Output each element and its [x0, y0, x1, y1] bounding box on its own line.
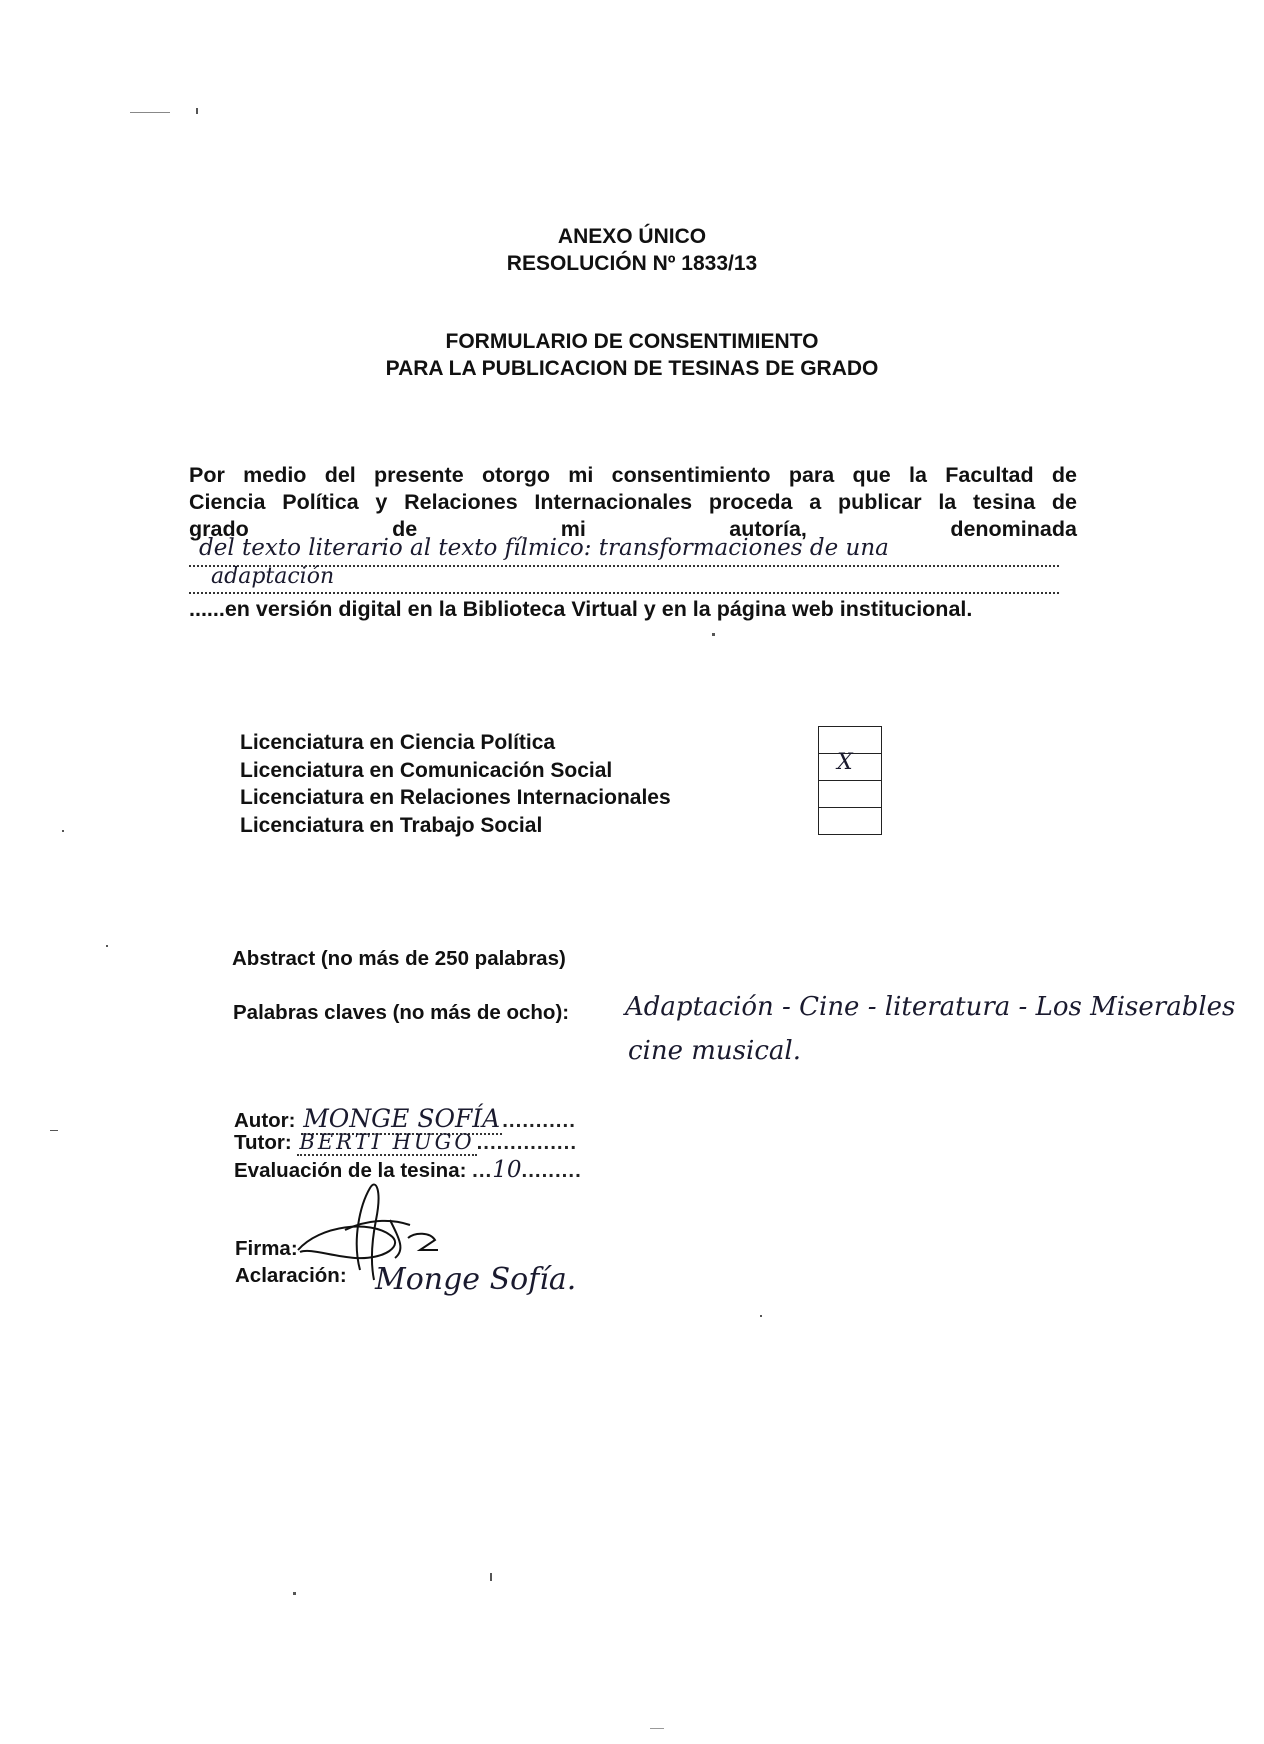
degree-list [240, 729, 671, 839]
scan-speck [650, 1728, 664, 1729]
degree-item: Licenciatura en Relaciones Internacionales [240, 786, 671, 809]
thesis-title-line-1 [189, 535, 1059, 567]
degree-item: Licenciatura en Trabajo Social [240, 813, 543, 837]
degree-checkbox-comunicacion[interactable] [819, 750, 881, 781]
keywords-value-2: cine musical. [628, 1036, 801, 1066]
clarification-handwritten: Monge Sofía. [375, 1262, 577, 1297]
scan-speck [712, 633, 715, 636]
tutor-field [234, 1130, 577, 1155]
consent-line-1: Por medio del presente otorgo mi consentimiento para que la Facultad de [189, 463, 1077, 487]
evaluation-dots: ... [472, 1159, 493, 1182]
degree-item: Licenciatura en Comunicación Social [240, 758, 613, 782]
scan-speck [62, 830, 64, 832]
degree-item: Licenciatura en Ciencia Política [240, 731, 556, 754]
consent-word: denominada [950, 517, 1077, 541]
scan-speck [293, 1592, 296, 1595]
evaluation-label: Evaluación de la tesina: [234, 1159, 467, 1182]
consent-line-last: ......en versión digital en la Biblioteca Virtual y en la página web institucional. [189, 597, 973, 621]
scan-speck [106, 945, 108, 947]
check-mark: X [837, 750, 853, 775]
degree-checkbox-trabajo[interactable] [819, 808, 881, 834]
thesis-title-handwritten-2: adaptación [211, 564, 335, 589]
scan-speck [130, 112, 170, 113]
evaluation-dots: ......... [521, 1159, 582, 1182]
keywords-value-1: Adaptación - Cine - literatura - Los Miserables [625, 992, 1236, 1022]
author-dots: ........... [502, 1109, 576, 1132]
thesis-title-handwritten-1: del texto literario al texto fílmico: transformaciones de una [199, 535, 889, 561]
scan-speck [760, 1315, 762, 1317]
form-title-line1: FORMULARIO DE CONSENTIMIENTO [445, 330, 819, 353]
consent-word: de [392, 517, 418, 541]
consent-word: autoría, [729, 517, 807, 541]
author-field [234, 1104, 576, 1133]
resolution-number: RESOLUCIÓN Nº 1833/13 [506, 252, 758, 275]
degree-checkbox-grid [818, 726, 882, 835]
degree-checkbox-relaciones[interactable] [819, 781, 881, 808]
annex-title: ANEXO ÚNICO [557, 225, 707, 248]
author-label: Autor: [234, 1109, 296, 1132]
tutor-dots: ............... [476, 1131, 578, 1154]
tutor-value: BERTI HUGO [299, 1130, 475, 1154]
keywords-label: Palabras claves (no más de ocho): [233, 1001, 570, 1024]
clarification-label: Aclaración: [235, 1264, 347, 1287]
form-title-line2: PARA LA PUBLICACION DE TESINAS DE GRADO [385, 357, 879, 380]
consent-word: mi [560, 517, 586, 541]
author-value: MONGE SOFÍA [303, 1104, 501, 1133]
evaluation-value: 10 [492, 1157, 522, 1183]
tutor-label: Tutor: [234, 1131, 292, 1154]
thesis-title-line-2 [189, 566, 1059, 594]
scan-speck [196, 108, 198, 114]
consent-line-2: Ciencia Política y Relaciones Internacionales proceda a publicar la tesina de [189, 490, 1077, 514]
scan-speck [50, 1130, 58, 1131]
signature-label: Firma: [235, 1237, 298, 1260]
consent-word: grado [189, 517, 249, 541]
abstract-label: Abstract (no más de 250 palabras) [232, 947, 566, 970]
scan-speck [490, 1573, 492, 1581]
